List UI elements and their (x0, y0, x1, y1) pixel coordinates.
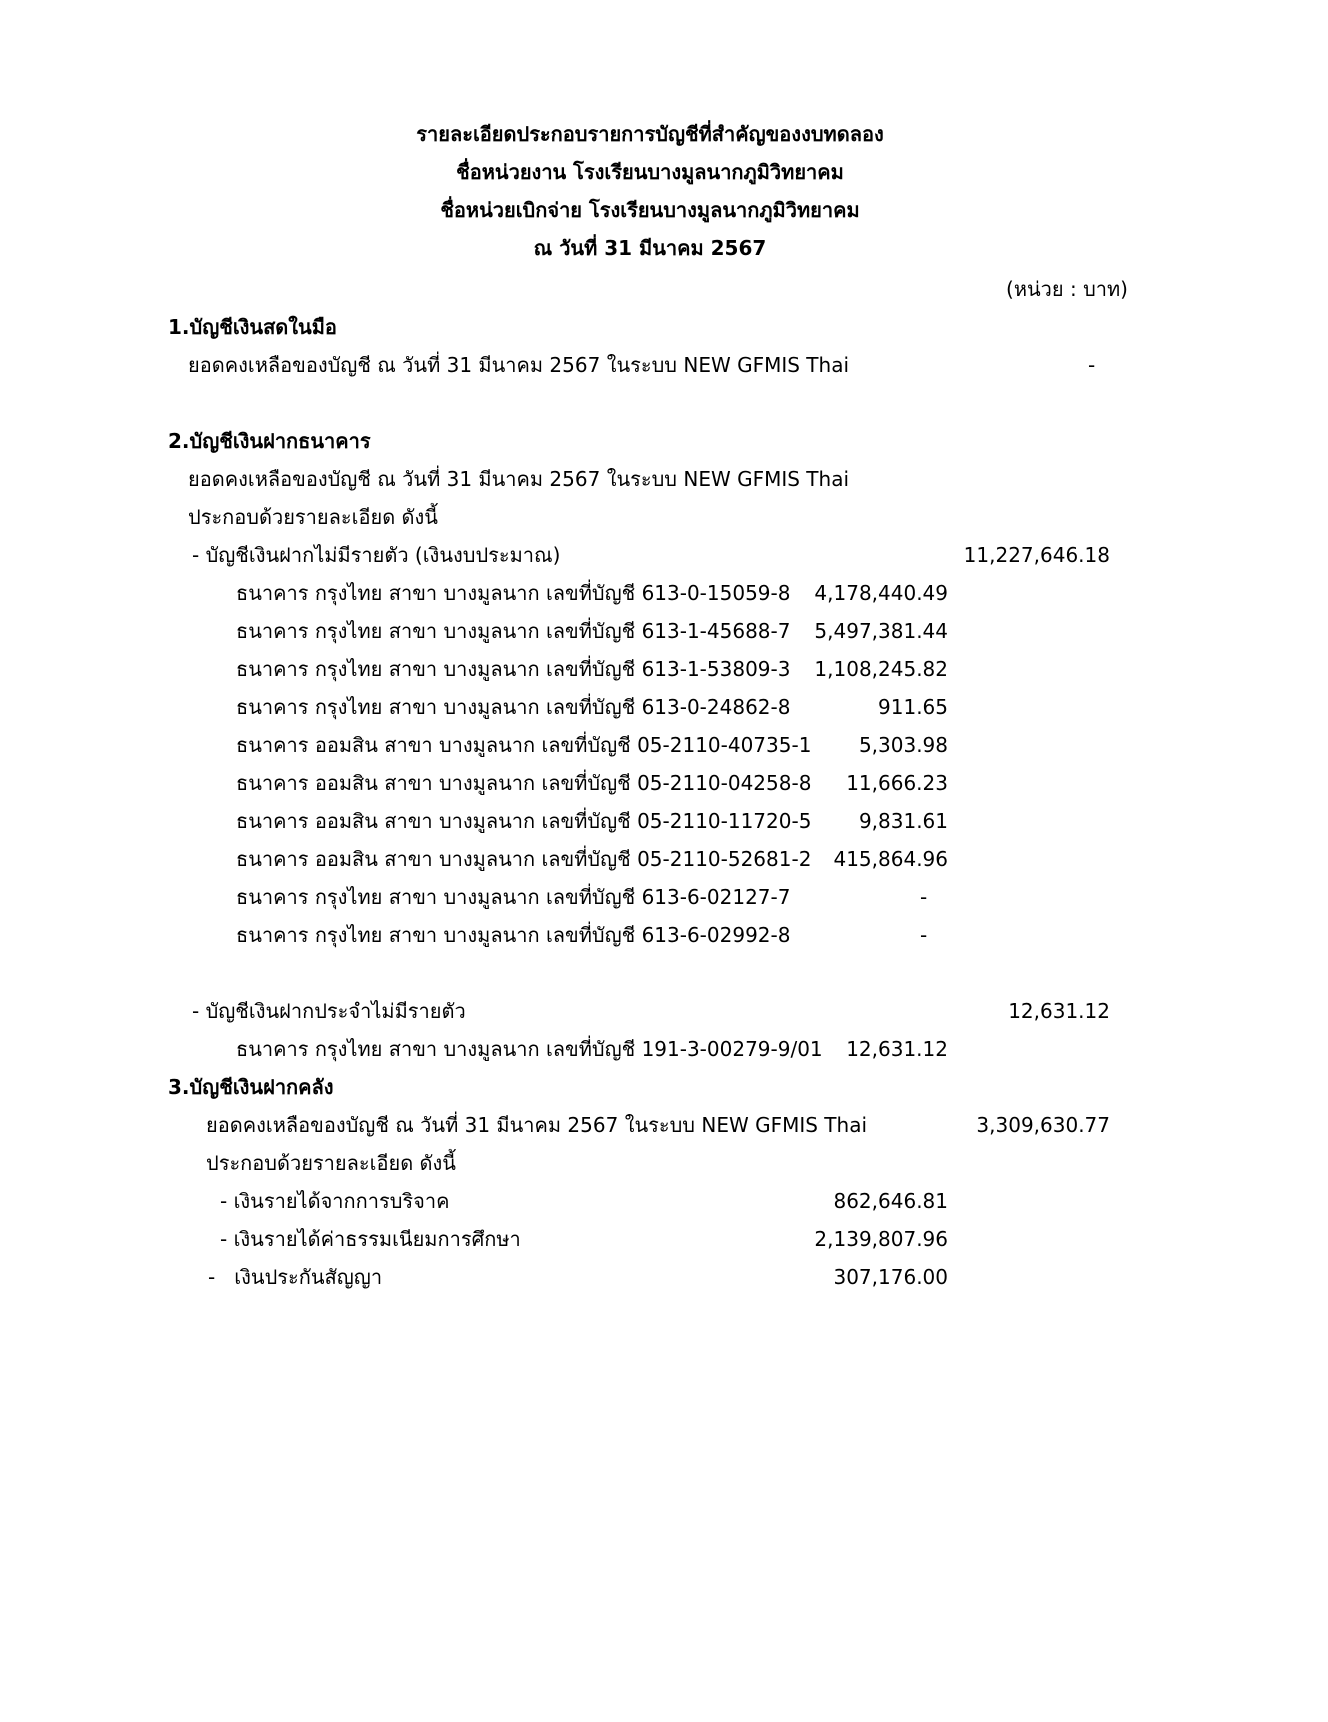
treasury-item-name: - เงินรายได้จากการบริจาค (220, 1189, 450, 1213)
bank-account-row-amount: 4,178,440.49 (814, 581, 948, 605)
section2-title: 2.บัญชีเงินฝากธนาคาร (168, 429, 371, 453)
bank-account-row-amount: 5,497,381.44 (814, 619, 948, 643)
unit-label: (หน่วย : บาท) (1006, 277, 1128, 301)
bank-account-row-name: ธนาคาร ออมสิน สาขา บางมูลนาก เลขที่บัญชี 05-2110-04258-8 (236, 771, 812, 795)
section3-desc: ยอดคงเหลือของบัญชี ณ วันที่ 31 มีนาคม 2567 ในระบบ NEW GFMIS Thai (206, 1113, 868, 1137)
treasury-item-name: - เงินรายได้ค่าธรรมเนียมการศึกษา (220, 1227, 521, 1251)
bank-account-row-name: ธนาคาร กรุงไทย สาขา บางมูลนาก เลขที่บัญชี 613-1-53809-3 (236, 657, 791, 681)
bank-account-row-name: ธนาคาร กรุงไทย สาขา บางมูลนาก เลขที่บัญชี 613-6-02127-7 (236, 885, 791, 909)
bank-account-row-amount: 1,108,245.82 (814, 657, 948, 681)
section1-desc: ยอดคงเหลือของบัญชี ณ วันที่ 31 มีนาคม 2567 ในระบบ NEW GFMIS Thai (188, 353, 850, 377)
bank-account-row-name: ธนาคาร กรุงไทย สาขา บางมูลนาก เลขที่บัญชี 613-6-02992-8 (236, 923, 791, 947)
bank-account-row-amount: 12,631.12 (846, 1037, 948, 1061)
treasury-item-name: - เงินประกันสัญญา (208, 1265, 383, 1289)
bank-account-row-amount: 9,831.61 (858, 809, 948, 833)
bank-account-row-amount: 911.65 (878, 695, 948, 719)
bank-account-row-name: ธนาคาร ออมสิน สาขา บางมูลนาก เลขที่บัญชี 05-2110-40735-1 (236, 733, 812, 757)
section2-group2-label: - บัญชีเงินฝากประจำไม่มีรายตัว (192, 999, 466, 1023)
section2-desc: ยอดคงเหลือของบัญชี ณ วันที่ 31 มีนาคม 2567 ในระบบ NEW GFMIS Thai (188, 467, 850, 491)
section3-detail: ประกอบด้วยรายละเอียด ดังนี้ (206, 1151, 456, 1175)
report-date: ณ วันที่ 31 มีนาคม 2567 (533, 236, 767, 260)
bank-account-row-amount: 5,303.98 (858, 733, 948, 757)
section2-group1-total: 11,227,646.18 (963, 543, 1110, 567)
section1-title: 1.บัญชีเงินสดในมือ (168, 315, 337, 339)
section2-detail: ประกอบด้วยรายละเอียด ดังนี้ (188, 505, 438, 529)
bank-account-row-amount: - (920, 885, 928, 909)
treasury-item-amount: 2,139,807.96 (814, 1227, 948, 1251)
report-title: รายละเอียดประกอบรายการบัญชีที่สำคัญของงบทดลอง (416, 122, 884, 146)
bank-account-row-name: ธนาคาร ออมสิน สาขา บางมูลนาก เลขที่บัญชี 05-2110-52681-2 (236, 847, 812, 871)
bank-account-row-name: ธนาคาร กรุงไทย สาขา บางมูลนาก เลขที่บัญชี 191-3-00279-9/01 (236, 1037, 823, 1061)
bank-account-row-amount: - (920, 923, 928, 947)
section2-group2-total: 12,631.12 (1008, 999, 1110, 1023)
bank-account-row-name: ธนาคาร กรุงไทย สาขา บางมูลนาก เลขที่บัญชี 613-1-45688-7 (236, 619, 791, 643)
bank-account-row-name: ธนาคาร กรุงไทย สาขา บางมูลนาก เลขที่บัญชี 613-0-24862-8 (236, 695, 791, 719)
treasury-item-amount: 862,646.81 (833, 1189, 948, 1213)
section2-group1-label: - บัญชีเงินฝากไม่มีรายตัว (เงินงบประมาณ) (192, 543, 561, 567)
section3-title: 3.บัญชีเงินฝากคลัง (168, 1075, 334, 1099)
agency-name: ชื่อหน่วยงาน โรงเรียนบางมูลนากภูมิวิทยาคม (456, 160, 844, 184)
bank-account-row-amount: 415,864.96 (833, 847, 948, 871)
section3-total: 3,309,630.77 (976, 1113, 1110, 1137)
section1-amount: - (1088, 353, 1096, 377)
bank-account-row-name: ธนาคาร กรุงไทย สาขา บางมูลนาก เลขที่บัญชี 613-0-15059-8 (236, 581, 791, 605)
treasury-item-amount: 307,176.00 (833, 1265, 948, 1289)
bank-account-row-amount: 11,666.23 (846, 771, 948, 795)
disbursing-unit-name: ชื่อหน่วยเบิกจ่าย โรงเรียนบางมูลนากภูมิวิทยาคม (440, 198, 860, 222)
bank-account-row-name: ธนาคาร ออมสิน สาขา บางมูลนาก เลขที่บัญชี 05-2110-11720-5 (236, 809, 812, 833)
